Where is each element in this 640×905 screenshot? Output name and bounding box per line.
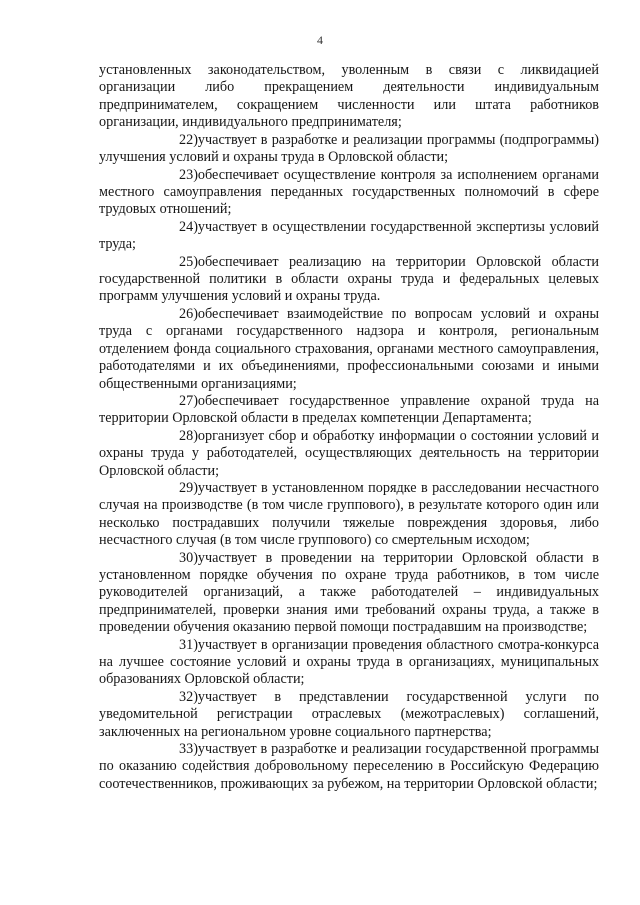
list-item-number: 28) [179, 427, 198, 444]
list-item-text: обеспечивает реализацию на территории Орловской области государственной политики в области охраны труда и федеральных целевых программ улучшения условий и охраны труда. [99, 253, 599, 305]
list-item-text: участвует в представлении государственной услуги по уведомительной регистрации отраслевых (межотраслевых) соглашений, заключенных на региональном уровне социального партнерства; [99, 688, 599, 740]
page-number: 4 [317, 33, 323, 47]
list-item-text: участвует в осуществлении государственной экспертизы условий труда; [99, 218, 599, 253]
list-item-text: участвует в организации проведения областного смотра-конкурса на лучшее состояние условий и охраны труда в организациях, муниципальных образованиях Орловской области; [99, 636, 599, 688]
list-item-number: 24) [179, 218, 198, 235]
list-item-text: участвует в разработке и реализации государственной программы по оказанию содействия добровольному переселению в Российскую Федерацию соотечественников, проживающих за рубежом, на территории Орловской области; [99, 741, 599, 792]
list-item-number: 22) [179, 131, 198, 148]
list-item-text: обеспечивает взаимодействие по вопросам условий и охраны труда с органами государственного надзора и контроля, региональным отделением фонда социального страхования, органами местного самоуправления, работодателями и их объединениями, профессиональными союзами и иными общественными организациями; [99, 305, 599, 392]
list-item [99, 393, 599, 428]
list-item-number: 27) [179, 392, 198, 409]
list-item-text: участвует в установленном порядке в расследовании несчастного случая на производстве (в том числе группового), в результате которого один или несколько пострадавших получили тяжелые повреждения здоровья, либо несчастного случая (в том числе группового) со смертельным исходом; [99, 479, 599, 549]
list-item [99, 254, 599, 306]
list-item [99, 428, 599, 480]
list-item-text: участвует в проведении на территории Орловской области в установленном порядке обучения по охране труда работников, в том числе руководителей организаций, а также работодателей – индивидуальных предпринимателей, проверки знания ими требований охраны труда, а также в проведении обучения оказанию первой помощи пострадавшим на производстве; [99, 549, 599, 636]
list-item-number: 29) [179, 479, 198, 496]
list-item-text: обеспечивает осуществление контроля за исполнением органами местного самоуправления переданных государственных полномочий в сфере трудовых отношений; [99, 166, 599, 218]
numbered-list [99, 132, 599, 793]
document-body [99, 62, 599, 793]
list-item [99, 550, 599, 637]
list-item-number: 26) [179, 305, 198, 322]
list-item [99, 689, 599, 741]
list-item-text: организует сбор и обработку информации о состоянии условий и охраны труда у работодателей, осуществляющих деятельность на территории Орловской области; [99, 427, 599, 479]
list-item-number: 30) [179, 549, 198, 566]
list-item [99, 637, 599, 689]
list-item-number: 33) [179, 741, 198, 758]
list-item-number: 23) [179, 166, 198, 183]
list-item-text: участвует в разработке и реализации программы (подпрограммы) улучшения условий и охраны труда в Орловской области; [99, 131, 599, 166]
list-item [99, 480, 599, 550]
list-item-number: 31) [179, 636, 198, 653]
list-item-number: 25) [179, 253, 198, 270]
list-item [99, 167, 599, 219]
intro-paragraph: установленных законодательством, уволенным в связи с ликвидацией организации либо прекращением деятельности индивидуальным предпринимателем, сокращением численности или штата работников организации, индивидуального предпринимателя; [99, 62, 599, 131]
list-item [99, 741, 599, 793]
list-item [99, 132, 599, 167]
list-item-number: 32) [179, 688, 198, 705]
list-item [99, 306, 599, 393]
list-item-text: обеспечивает государственное управление охраной труда на территории Орловской области в пределах компетенции Департамента; [99, 392, 599, 427]
list-item [99, 219, 599, 254]
